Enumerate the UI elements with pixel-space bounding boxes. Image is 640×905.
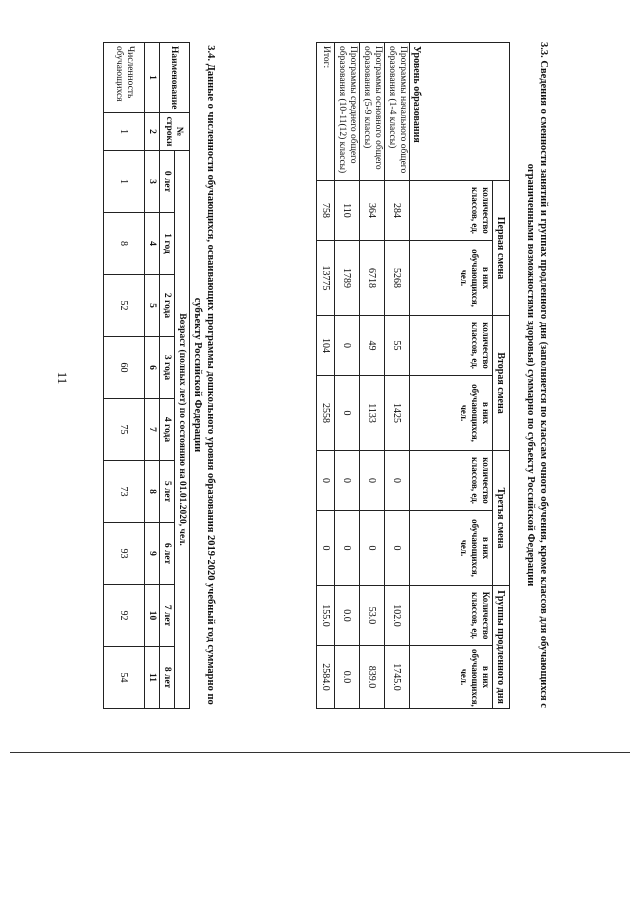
level-header: Уровень образования [410, 43, 510, 181]
row-label: Численность обучающихся [104, 43, 145, 113]
index-cell: 7 [145, 399, 160, 461]
row-label: Программы основного общего образования (5-9 классы) [360, 43, 385, 181]
header-row-number: № строки [160, 113, 190, 151]
shift-table [316, 42, 510, 709]
cell: 1 [104, 113, 145, 151]
index-row [145, 43, 160, 709]
subheader-classes: количество классов, ед. [410, 181, 493, 241]
group-header-second-shift: Вторая смена [493, 316, 510, 451]
cell: 92 [104, 585, 145, 647]
header-age: 6 лет [160, 523, 175, 585]
cell: 0.0 [335, 646, 360, 709]
cell: 0 [360, 451, 385, 511]
subheader-students: в них обучающихся, чел. [410, 511, 493, 586]
row-label: Программы начального общего образования (1-4 классы) [385, 43, 410, 181]
cell: 0 [317, 511, 335, 586]
index-cell: 1 [145, 43, 160, 113]
section-3-4-title: 3.4. Данные о численности обучающихся, осваивающих программы дошкольного уровня образования 2019-2020 учебный год суммарно по субъекту Российской Федерации [192, 45, 216, 705]
table-row [360, 43, 385, 709]
cell: 0.0 [335, 586, 360, 646]
cell: 0 [317, 451, 335, 511]
table-row-total [317, 43, 335, 709]
subheader-students: в них обучающихся, чел. [410, 376, 493, 451]
cell: 93 [104, 523, 145, 585]
row-label: Итог: [317, 43, 335, 181]
cell: 2558 [317, 376, 335, 451]
index-cell: 2 [145, 113, 160, 151]
cell: 0 [360, 511, 385, 586]
cell: 284 [385, 181, 410, 241]
page-divider [10, 752, 630, 753]
cell: 1133 [360, 376, 385, 451]
cell: 54 [104, 647, 145, 709]
header-age: 3 года [160, 337, 175, 399]
table-row [335, 43, 360, 709]
cell: 102.0 [385, 586, 410, 646]
cell: 6718 [360, 241, 385, 316]
cell: 2584.0 [317, 646, 335, 709]
cell: 0 [335, 451, 360, 511]
cell: 0 [335, 511, 360, 586]
cell: 1 [104, 151, 145, 213]
subheader-students-gpd: в них обучающихся, чел. [410, 646, 493, 709]
index-cell: 8 [145, 461, 160, 523]
cell: 110 [335, 181, 360, 241]
header-age: 2 года [160, 275, 175, 337]
cell: 1789 [335, 241, 360, 316]
header-age: 5 лет [160, 461, 175, 523]
group-header-extended-day: Группы продленного дня [493, 586, 510, 709]
cell: 49 [360, 316, 385, 376]
cell: 839.0 [360, 646, 385, 709]
cell: 155.0 [317, 586, 335, 646]
cell: 52 [104, 275, 145, 337]
page-number: 11 [55, 371, 70, 385]
cell: 1425 [385, 376, 410, 451]
cell: 0 [335, 316, 360, 376]
header-age: 7 лет [160, 585, 175, 647]
index-cell: 6 [145, 337, 160, 399]
cell: 1745.0 [385, 646, 410, 709]
rotated-page-content [80, 40, 550, 710]
preschool-age-table [103, 42, 190, 709]
index-cell: 11 [145, 647, 160, 709]
cell: 364 [360, 181, 385, 241]
cell: 5268 [385, 241, 410, 316]
cell: 0 [335, 376, 360, 451]
cell: 53.0 [360, 586, 385, 646]
cell: 758 [317, 181, 335, 241]
header-age: 0 лет [160, 151, 175, 213]
cell: 75 [104, 399, 145, 461]
index-cell: 5 [145, 275, 160, 337]
index-cell: 3 [145, 151, 160, 213]
cell: 60 [104, 337, 145, 399]
subheader-students: в них обучающихся, чел. [410, 241, 493, 316]
index-cell: 4 [145, 213, 160, 275]
cell: 55 [385, 316, 410, 376]
cell: 13775 [317, 241, 335, 316]
index-cell: 9 [145, 523, 160, 585]
index-cell: 10 [145, 585, 160, 647]
header-age: 8 лет [160, 647, 175, 709]
subheader-classes: количество классов, ед. [410, 316, 493, 376]
group-header-third-shift: Третья смена [493, 451, 510, 586]
section-3-3-title: 3.3. Сведения о сменности занятий и группах продленного дня (заполняется по классам очного обучения, кроме классов для обучающихся с ограниченными возможностями здоровья) суммарно по субъекту Российской Федерации [525, 42, 549, 708]
table-row [104, 43, 145, 709]
row-label: Программы среднего общего образования (10-11(12) классы) [335, 43, 360, 181]
cell: 104 [317, 316, 335, 376]
header-age-group: Возраст (полных лет) по состоянию на 01.01.2020, чел. [175, 151, 190, 709]
cell: 73 [104, 461, 145, 523]
subheader-classes: количество классов, ед. [410, 451, 493, 511]
subheader-classes-gpd: Количество классов, ед. [410, 586, 493, 646]
table-row [385, 43, 410, 709]
header-age: 1 год [160, 213, 175, 275]
header-name: Наименование [160, 43, 190, 113]
header-age: 4 года [160, 399, 175, 461]
group-header-first-shift: Первая смена [493, 181, 510, 316]
cell: 0 [385, 511, 410, 586]
cell: 8 [104, 213, 145, 275]
cell: 0 [385, 451, 410, 511]
